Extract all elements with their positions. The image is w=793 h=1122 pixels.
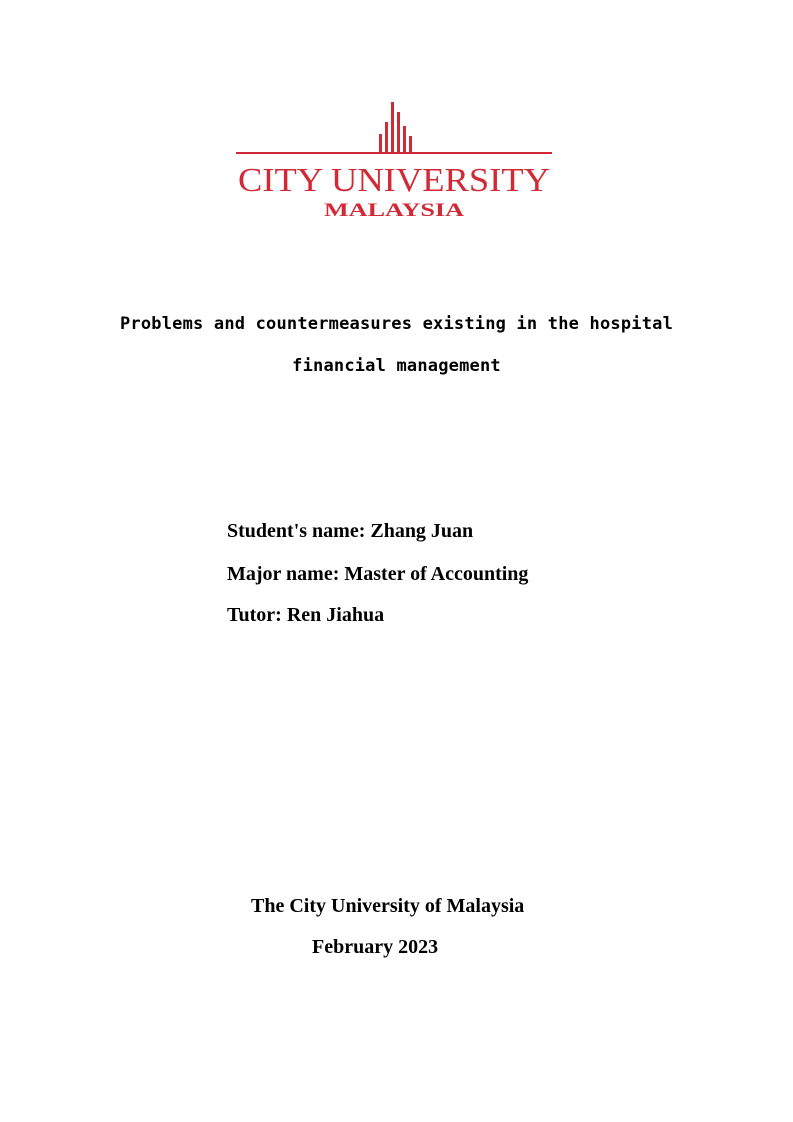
logo-text-line2: MALAYSIA: [324, 200, 465, 221]
thesis-title-line1: Problems and countermeasures existing in the hospital: [119, 314, 674, 334]
institution-name: The City University of Malaysia: [251, 895, 525, 917]
university-logo: [234, 100, 556, 222]
student-name: Student's name: Zhang Juan: [227, 520, 474, 542]
submission-date: February 2023: [312, 936, 439, 958]
thesis-title-line2: financial management: [292, 356, 501, 376]
tower-icon: [379, 102, 412, 153]
major-name: Major name: Master of Accounting: [227, 563, 529, 585]
logo-rule: [236, 152, 552, 154]
logo-text-line1: CITY UNIVERSITY: [238, 162, 550, 199]
logo-graphic: [234, 100, 556, 222]
tutor-name: Tutor: Ren Jiahua: [227, 604, 385, 626]
